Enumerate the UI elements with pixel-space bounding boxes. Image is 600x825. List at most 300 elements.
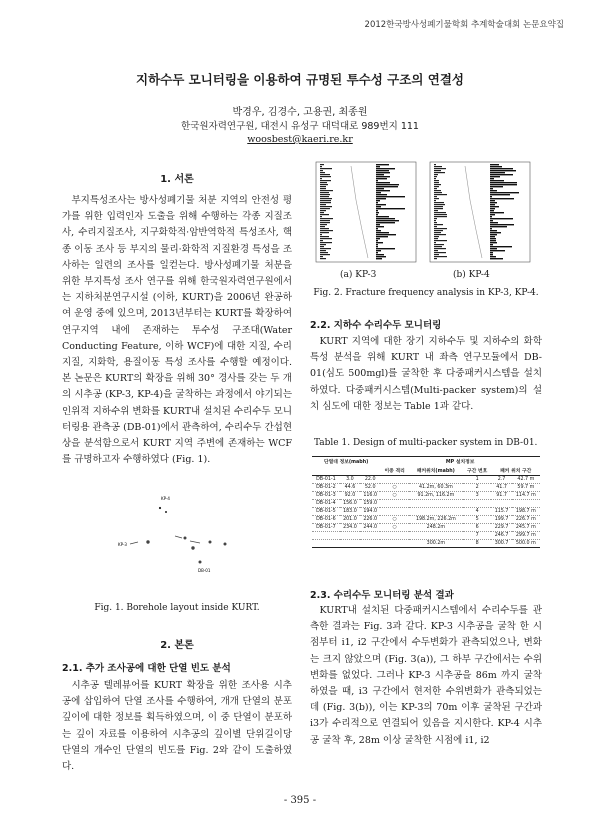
kp4-plot-bar: [490, 184, 517, 185]
kp3-plot-left-bar: [320, 244, 326, 245]
kp3-plot-left-bar: [320, 168, 332, 169]
kp4-plot-left-bar: [434, 168, 446, 169]
kp3-plot-left-bar: [320, 216, 322, 217]
table-cell: 41.7: [491, 484, 511, 492]
kp3-plot-bar: [376, 172, 390, 173]
kp4-plot-bar: [490, 244, 493, 245]
fracture-frequency-plots: [312, 160, 540, 268]
kp4-plot-left-bar: [434, 240, 447, 241]
kp3-plot-left-bar: [320, 226, 325, 227]
kp4-plot-left-bar: [434, 172, 445, 173]
table-cell: 7: [463, 532, 492, 540]
kp3-plot-left-bar: [320, 190, 333, 191]
section-2-2-paragraph: KURT 지역에 대한 장기 지하수두 및 지하수의 화학 특성 분석을 위해 KURT 내 좌측 연구모듈에서 DB-01(심도 500mgl)를 굴착한 후 다중패커시스템을 설치하였다. 다중패커시스템(Multi-packer system)의 설치 심도에 대한 정보는 Table 1과 같다.: [310, 336, 542, 412]
running-head: 2012한국방사성폐기물학회 추계학술대회 논문요약집: [364, 20, 564, 30]
kp4-plot-trend-line: [465, 166, 482, 258]
borehole-layout-diagram: [90, 478, 260, 588]
kp4-plot-left-bar: [434, 256, 447, 257]
table-cell: [340, 540, 360, 548]
kp3-plot-bar: [376, 184, 399, 185]
table-cell: 245.7 m: [512, 524, 540, 532]
kp4-plot-left-bar: [434, 208, 443, 209]
table-cell: 229.7: [491, 524, 511, 532]
table-cell: ○: [380, 524, 409, 532]
kp3-plot-left-bar: [320, 200, 331, 201]
kp3-plot-bar: [376, 234, 396, 235]
table-cell: 183.0: [340, 508, 360, 516]
kp3-plot-left-bar: [320, 228, 329, 229]
kp3-plot-bar: [376, 216, 389, 217]
table-cell: DB-01-3: [312, 492, 340, 500]
table-cell: 226.7 m: [512, 516, 540, 524]
kp4-plot-bar: [490, 258, 503, 259]
kp3-plot-bar: [376, 206, 381, 207]
table-group-header: MP 설치정보: [380, 457, 540, 467]
kp3-plot-left-bar: [320, 170, 323, 171]
kp4-plot-left-bar: [434, 170, 441, 171]
table-cell: 3: [463, 492, 492, 500]
table-row: [312, 532, 540, 540]
page-number: - 395 -: [283, 795, 317, 806]
kp3-plot-left-bar: [320, 166, 322, 167]
kp3-plot-left-bar: [320, 232, 329, 233]
table-1: [312, 456, 540, 548]
kp4-plot-left-bar: [434, 258, 437, 259]
section-1-paragraph: 부지특성조사는 방사성폐기물 처분 지역의 안전성 평가를 위한 입력인자 도출을 위해 수행하는 각종 지질조사, 수리지질조사, 지구화학적·암반역학적 특성조사, 핵종 이동 조사 등 부지의 물리·화학적 지질환경 특성을 조사하는 일련의 조사를 일컫는다. 방사성폐기물 처분을 위한 부지특성 조사 연구를 위해 한국원자력연구원에서는 지하처분연구시설 (이하, KURT)을 2006년 완공하여 운영 중에 있으며, 2013년부터는 KURT를 확장하여 연구지역 내에 존재하는 투수성 구조대(Water Conducting Feature, 이하 WCF)에 대한 지질, 수리지질, 지화학, 용질이동 특성 조사를 수행할 예정이다. 본 논문은 KURT의 확장을 위해 30° 경사를 갖는 두 개의 시추공 (KP-3, KP-4)을 굴착하는 과정에서 야기되는 인위적 지하수위 변화를 KURT내 설치된 수리수두 모니터링용 관측공 (DB-01)에서 관측하여, 수리수두 간섭현상을 분석함으로서 KURT 지역 주변에 존재하는 WCF를 규명하고자 수행하였다 (Fig. 1).: [62, 195, 292, 466]
kp3-plot-bar: [376, 182, 390, 183]
email-link[interactable]: [0, 134, 600, 145]
kp4-plot-left-bar: [434, 238, 438, 239]
kp3-plot-left-bar: [320, 164, 324, 165]
kp3-plot-left-bar: [320, 194, 330, 195]
table-cell: [409, 532, 463, 540]
kp3-plot-bar: [376, 164, 389, 165]
kp4-plot-bar: [490, 246, 512, 247]
figure-2-label-a: (a) KP-3: [340, 270, 377, 280]
kp3-plot-left-bar: [320, 198, 332, 199]
table-header: 이중 격리: [380, 466, 409, 476]
db01-label: DB-01: [198, 568, 211, 573]
kp4-plot-bar: [490, 232, 501, 233]
table-cell: 22.0: [360, 476, 380, 484]
kp4-plot-bar: [490, 172, 505, 173]
kp4-plot-bar: [490, 186, 503, 187]
table-row: [312, 524, 540, 532]
table-cell: 199.7: [491, 516, 511, 524]
kp3-plot-bar: [376, 166, 380, 167]
kp3-plot-bar: [376, 186, 398, 187]
table-cell: 42.7 m: [512, 476, 540, 484]
kp4-plot-left-bar: [434, 216, 447, 217]
table-cell: 116.0: [360, 492, 380, 500]
kp4-plot-bar: [490, 196, 492, 197]
kp4-plot-bar: [490, 174, 513, 175]
kp3-plot-left-bar: [320, 186, 326, 187]
table-row: [312, 492, 540, 500]
kp4-plot-bar: [490, 168, 513, 169]
kp4-plot-left-bar: [434, 250, 438, 251]
kp4-plot-bar: [490, 252, 493, 253]
kp3-plot-bar: [376, 232, 389, 233]
kp3-plot-left-bar: [320, 176, 331, 177]
table-cell: 4: [463, 508, 492, 516]
kp4-plot-bar: [490, 198, 514, 199]
kp4-plot-left-bar: [434, 236, 439, 237]
table-cell: [360, 540, 380, 548]
section-1-heading: 1. 서론: [160, 174, 194, 185]
section-2-3-paragraph: KURT내 설치된 다중패커시스템에서 수리수두를 관측한 결과는 Fig. 3과 같다. KP-3 시추공을 굴착 한 시점부터 i1, i2 구간에서 수두변화가 관측되었으나, 변화는 크지 않았으며 (Fig. 3(a)), 그 하부 구간에서는 수위 변화를 없었다. 그러나 KP-3 시추공을 86m 까지 굴착하였을 때, i3 구간에서 현저한 수위변화가 관측되었는데 (Fig. 3(b)), 이는 KP-3의 70m 이후 굴착된 구간과 i3가 수리적으로 연결되어 있음을 지시한다. KP-4 시추공 굴착 후, 28m 이상 굴착한 시점에 i1, i2: [310, 605, 542, 746]
kp4-plot-bar: [490, 170, 516, 171]
table-cell: ○: [380, 516, 409, 524]
kp3-plot-left-bar: [320, 240, 323, 241]
kp3-plot-left-bar: [320, 172, 325, 173]
kp4-plot-bar: [490, 182, 517, 183]
table-cell: 234.0: [340, 524, 360, 532]
table-cell: [463, 500, 492, 508]
kp3-plot-bar: [376, 224, 380, 225]
kp4-plot-bar: [490, 178, 494, 179]
kp4-plot-bar: [490, 212, 504, 213]
kp4-plot-bar: [490, 166, 502, 167]
kp4-plot-left-bar: [434, 178, 436, 179]
table-cell: [380, 500, 409, 508]
section-2-1-paragraph: 시추공 텔레뷰어를 KURT 확장을 위한 조사용 시추공에 삽입하여 단열 조사를 수행하여, 개개 단열의 분포 깊이에 대한 정보를 획득하였으며, 이 중 단열이 분포하는 깊이 자료를 이용하여 시추공의 깊이별 단위길이당 단열의 개수인 단열의 빈도를 Fig. 2와 같이 도출하였다.: [62, 680, 292, 773]
kp4-plot-bar: [490, 214, 495, 215]
kp3-plot-left-bar: [320, 248, 331, 249]
table-cell: 91.2m, 116.2m: [409, 492, 463, 500]
kp3-plot-bar: [376, 202, 378, 203]
email-text[interactable]: woosbest@kaeri.re.kr: [247, 134, 353, 145]
table-cell: 248.2m: [409, 524, 463, 532]
kp3-plot-bar: [376, 212, 379, 213]
kp3-plot-bar: [376, 258, 382, 259]
table-cell: [380, 540, 409, 548]
section-2-3-heading: 2.3. 수리수두 모니터링 분석 결과: [310, 590, 454, 601]
kp4-plot-left-bar: [434, 176, 437, 177]
kp3-plot-left-bar: [320, 178, 322, 179]
figure-2-plots: [312, 160, 540, 268]
kp4-plot-bar: [490, 230, 497, 231]
kp4-plot-left-bar: [434, 244, 444, 245]
kp3-plot-left-bar: [320, 208, 330, 209]
section-2-heading: 2. 본론: [160, 640, 194, 651]
kp4-marker: [159, 507, 167, 513]
kp4-plot-bar: [490, 248, 497, 249]
table-cell: [312, 540, 340, 548]
kp4-plot-bar: [490, 200, 495, 201]
kp4-plot-bar: [490, 180, 504, 181]
table-cell: DB-01-5: [312, 508, 340, 516]
kp4-plot-left-bar: [434, 226, 437, 227]
table-cell: 500.0 m: [512, 540, 540, 548]
table-cell: DB-01-1: [312, 476, 340, 484]
kp4-plot-left-bar: [434, 220, 436, 221]
kp4-plot-left-bar: [434, 174, 438, 175]
kp3-plot-left-bar: [320, 206, 332, 207]
kp4-label: KP-4: [161, 496, 170, 501]
kp4-plot-bar: [490, 240, 496, 241]
kp4-plot-bar: [490, 220, 493, 221]
table-cell: 300.2m: [409, 540, 463, 548]
kp3-plot-bar: [376, 188, 384, 189]
kp4-plot-bar: [490, 226, 507, 227]
kp4-plot-left-bar: [434, 206, 443, 207]
kp4-plot-left-bar: [434, 192, 442, 193]
kp4-plot-bar: [490, 234, 497, 235]
kp3-plot-bar: [376, 198, 386, 199]
table-cell: 299.7 m: [512, 532, 540, 540]
kp3-plot-left-bar: [320, 196, 329, 197]
table-cell: [512, 500, 540, 508]
kp3-plot-bar: [376, 204, 386, 205]
kp4-plot-left-bar: [434, 196, 437, 197]
kp3-plot-left-bar: [320, 202, 331, 203]
table-cell: 226.0: [360, 516, 380, 524]
kp4-plot-bar: [490, 202, 497, 203]
table-cell: 41.2m, 60.3m: [409, 484, 463, 492]
kp3-plot-bar: [376, 192, 381, 193]
table-cell: 8: [463, 540, 492, 548]
table-cell: 1: [463, 476, 492, 484]
table-cell: 246.7: [491, 532, 511, 540]
kp4-plot-bar: [490, 218, 513, 219]
table-body: [312, 476, 540, 548]
table-cell: [409, 508, 463, 516]
section-2-2-heading: 2.2. 지하수 수리수두 모니터링: [310, 320, 442, 331]
table-cell: DB-01-7: [312, 524, 340, 532]
section-2-1-heading: 2.1. 추가 조사공에 대한 단열 빈도 분석: [62, 663, 231, 674]
table-cell: ○: [380, 492, 409, 500]
table-cell: 44.6: [340, 484, 360, 492]
kp4-plot-left-bar: [434, 194, 447, 195]
kp3-plot-left-bar: [320, 254, 330, 255]
kp3-plot-bar: [376, 178, 387, 179]
kp3-plot-bar: [376, 248, 395, 249]
kp3-plot-left-bar: [320, 214, 329, 215]
table-cell: [340, 532, 360, 540]
table-header: 패커 위치 구간: [491, 466, 540, 476]
kp4-plot-left-bar: [434, 198, 439, 199]
kp3-plot-bar: [376, 240, 378, 241]
kp3-plot-bar: [376, 190, 390, 191]
kp3-plot-left-bar: [320, 210, 326, 211]
table-cell: 2: [463, 484, 492, 492]
kp3-plot-left-bar: [320, 242, 332, 243]
table-cell: 300.7: [491, 540, 511, 548]
table-header: 단열대 정보(mabh): [312, 457, 380, 467]
figure-2-label-b: (b) KP-4: [453, 270, 490, 280]
kp4-plot-left-bar: [434, 222, 437, 223]
kp3-plot-left-bar: [320, 234, 322, 235]
affiliation: 한국원자력연구원, 대전시 유성구 대덕대로 989번지 111: [181, 121, 419, 132]
table-header: [340, 466, 360, 476]
table-cell: [491, 500, 511, 508]
kp3-plot-bar: [376, 256, 386, 257]
kp4-plot-left-bar: [434, 230, 443, 231]
kp3-plot-bar: [376, 230, 381, 231]
kp3-plot-bar: [376, 236, 388, 237]
table-cell: [409, 500, 463, 508]
kp4-plot-bar: [490, 206, 499, 207]
kp4-plot-bar: [490, 228, 492, 229]
kp3-plot-left-bar: [320, 238, 332, 239]
kp4-plot-left-bar: [434, 212, 446, 213]
table-header: 패커위치(mabh): [409, 466, 463, 476]
kp3-plot-left-bar: [320, 230, 333, 231]
kp4-plot-bar: [490, 224, 514, 225]
kp4-plot-left-bar: [434, 248, 446, 249]
section-2-2-body: [310, 334, 542, 415]
kp4-plot-left-bar: [434, 252, 446, 253]
kp3-plot-bar: [376, 174, 384, 175]
figure-2-caption: Fig. 2. Fracture frequency analysis in KP-3, KP-4.: [313, 288, 539, 298]
section-2-1-body: [62, 678, 292, 775]
table-cell: 198.7 m: [512, 508, 540, 516]
kp3-plot-bar: [376, 220, 399, 221]
table-cell: 6: [463, 524, 492, 532]
table-cell: [312, 532, 340, 540]
kp3-plot-left-bar: [320, 204, 326, 205]
kp3-plot-left-bar: [320, 250, 326, 251]
kp4-plot-left-bar: [434, 202, 444, 203]
kp4-plot-bar: [490, 176, 500, 177]
kp3-plot-bar: [376, 180, 378, 181]
kp3-plot-bar: [376, 218, 395, 219]
kp3-plot-left-bar: [320, 252, 328, 253]
table-cell: [380, 476, 409, 484]
kp4-plot-bar: [490, 208, 495, 209]
table-cell: [380, 532, 409, 540]
multi-packer-table: [312, 456, 540, 548]
table-cell: 92.0: [340, 492, 360, 500]
kp4-plot-left-bar: [434, 204, 445, 205]
table-cell: 194.0: [360, 508, 380, 516]
kp4-plot-bar: [490, 254, 493, 255]
table-row: [312, 476, 540, 484]
table-cell: 159.0: [360, 500, 380, 508]
kp3-plot-left-bar: [320, 188, 326, 189]
kp4-plot-left-bar: [434, 254, 439, 255]
kp3-plot-bar: [376, 250, 381, 251]
figure-1-map: [90, 478, 260, 588]
kp3-plot-left-bar: [320, 224, 327, 225]
kp3-plot-bar: [376, 228, 378, 229]
table-cell: 2.7: [491, 476, 511, 484]
kp3-plot-left-bar: [320, 246, 324, 247]
table-cell: 198.2m, 226.2m: [409, 516, 463, 524]
section-2-3-body: [310, 603, 542, 749]
kp4-plot-left-bar: [434, 182, 439, 183]
kp4-plot-bar: [490, 210, 494, 211]
kp3-plot-bar: [376, 244, 378, 245]
kp3-plot-left-bar: [320, 212, 324, 213]
table-row: [312, 540, 540, 548]
section-1-body: [62, 193, 292, 493]
kp4-plot-bar: [490, 242, 497, 243]
kp4-plot-left-bar: [434, 180, 439, 181]
table-cell: DB-01-2: [312, 484, 340, 492]
table-cell: 114.7 m: [512, 492, 540, 500]
kp4-plot-left-bar: [434, 246, 442, 247]
kp4-plot-left-bar: [434, 166, 442, 167]
kp3-plot-bar: [376, 226, 384, 227]
kp3-plot-bar: [376, 254, 384, 255]
kp3-plot-bar: [376, 170, 389, 171]
table-cell: 201.0: [340, 516, 360, 524]
table-cell: 52.0: [360, 484, 380, 492]
kp3-plot-bar: [376, 238, 380, 239]
paper-title: 지하수두 모니터링을 이용하여 규명된 투수성 구조의 연결성: [136, 72, 464, 87]
kp3-plot-bar: [376, 176, 390, 177]
table-cell: [409, 476, 463, 484]
kurt-tunnel-layout: [130, 536, 226, 563]
kp4-plot-left-bar: [434, 184, 441, 185]
table-header: [360, 466, 380, 476]
kp4-plot-bar: [490, 192, 519, 193]
table-row: [312, 508, 540, 516]
kp4-plot-bar: [490, 216, 492, 217]
kp3-plot-left-bar: [320, 174, 330, 175]
kp3-plot-bar: [376, 242, 383, 243]
kp4-plot-bar: [490, 188, 493, 189]
kp3-plot-left-bar: [320, 184, 328, 185]
kp4-plot-bar: [490, 236, 495, 237]
table-header: [312, 466, 340, 476]
kp3-plot-left-bar: [320, 182, 327, 183]
table-cell: 3.0: [340, 476, 360, 484]
kp4-plot-bar: [490, 238, 496, 239]
kp3-plot-bar: [376, 196, 405, 197]
table-cell: 91.7: [491, 492, 511, 500]
kp3-plot-left-bar: [320, 180, 331, 181]
kp4-plot-left-bar: [434, 188, 437, 189]
kp4-plot-left-bar: [434, 228, 447, 229]
kp4-plot-bar: [490, 250, 505, 251]
kp4-plot-left-bar: [434, 186, 439, 187]
kp4-plot-left-bar: [434, 190, 441, 191]
kp4-plot-left-bar: [434, 232, 441, 233]
kp3-plot-bar: [376, 208, 405, 209]
table-cell: 5: [463, 516, 492, 524]
table-cell: ○: [380, 484, 409, 492]
kp4-plot-bar: [490, 190, 497, 191]
kp4-plot-bar: [490, 222, 498, 223]
kp4-plot-bar: [490, 256, 496, 257]
table-row: [312, 500, 540, 508]
table-cell: DB-01-4: [312, 500, 340, 508]
kp3-plot-bar: [376, 252, 378, 253]
table-row: [312, 484, 540, 492]
kp4-plot-left-bar: [434, 234, 446, 235]
kp3-plot-left-bar: [320, 220, 330, 221]
table-cell: 156.0: [340, 500, 360, 508]
kp4-plot-bar: [490, 194, 510, 195]
kp3-plot-bar: [376, 214, 378, 215]
kp3-plot-left-bar: [320, 256, 323, 257]
kp3-plot-left-bar: [320, 222, 330, 223]
kp4-plot-left-bar: [434, 164, 436, 165]
kp3-plot-bar: [376, 246, 378, 247]
kp3-plot-bar: [376, 200, 380, 201]
table-cell: [380, 508, 409, 516]
kp3-plot-left-bar: [320, 218, 333, 219]
table-cell: 59.7 m: [512, 484, 540, 492]
kp4-plot-left-bar: [434, 210, 438, 211]
table-header: 구간 번호: [463, 466, 492, 476]
kp3-plot-left-bar: [320, 258, 326, 259]
table-row: [312, 516, 540, 524]
kp3-plot-bar: [376, 194, 387, 195]
